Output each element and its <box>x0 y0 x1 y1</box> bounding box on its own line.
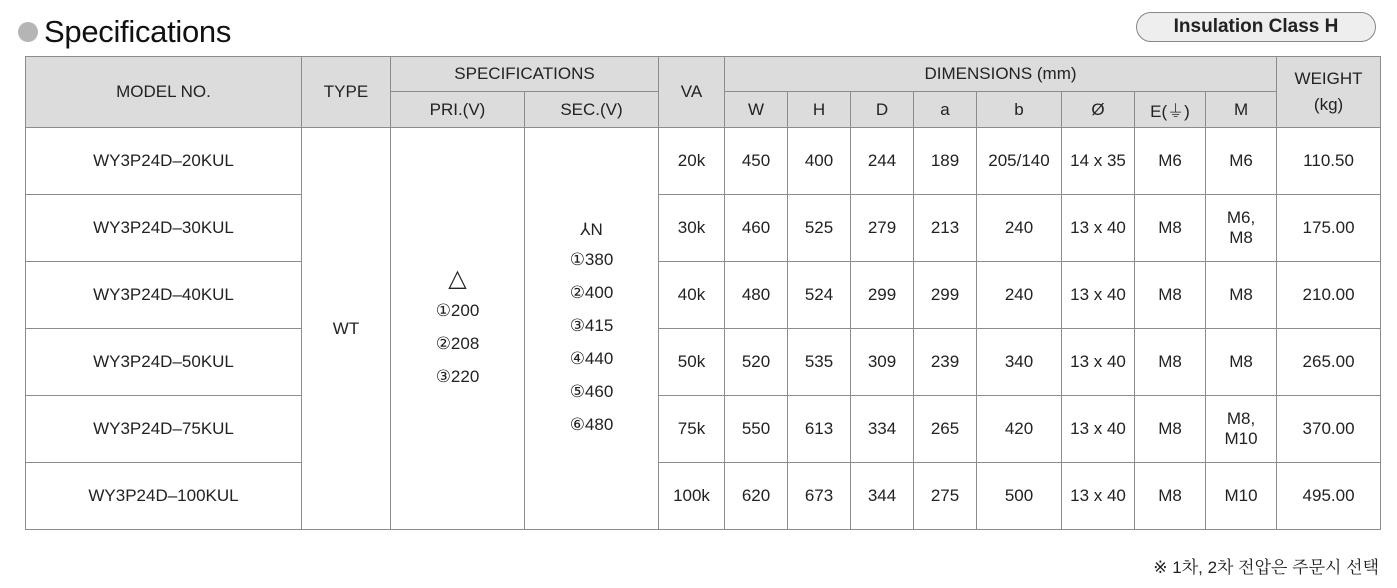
m-cell <box>1206 195 1277 262</box>
w-cell: 460 <box>725 195 788 262</box>
table-row <box>26 128 1381 195</box>
phi-cell: 13 x 40 <box>1062 329 1135 396</box>
header-dim-a: a <box>914 92 977 128</box>
e-cell: M6 <box>1135 128 1206 195</box>
h-cell: 673 <box>788 463 851 530</box>
section-header <box>18 14 231 50</box>
weight-cell: 210.00 <box>1277 262 1381 329</box>
m-cell <box>1206 128 1277 195</box>
header-specifications: SPECIFICATIONS <box>391 57 659 92</box>
header-dim-w: W <box>725 92 788 128</box>
d-cell: 309 <box>851 329 914 396</box>
model-cell: WY3P24D–20KUL <box>26 128 302 195</box>
page-title: Specifications <box>44 14 232 49</box>
model-cell: WY3P24D–40KUL <box>26 262 302 329</box>
m-line1: M8 <box>1229 352 1253 371</box>
header-dim-phi: Ø <box>1062 92 1135 128</box>
va-cell: 50k <box>659 329 725 396</box>
b-cell: 205/140 <box>977 128 1062 195</box>
model-cell: WY3P24D–75KUL <box>26 396 302 463</box>
phi-cell: 13 x 40 <box>1062 463 1135 530</box>
m-line2: M10 <box>1224 429 1258 448</box>
a-cell: 239 <box>914 329 977 396</box>
va-cell: 30k <box>659 195 725 262</box>
sec-value: ④440 <box>569 348 614 368</box>
bullet-icon <box>18 22 38 42</box>
d-cell: 279 <box>851 195 914 262</box>
a-cell: 189 <box>914 128 977 195</box>
header-va: VA <box>659 57 725 128</box>
header-dim-m: M <box>1206 92 1277 128</box>
d-cell: 244 <box>851 128 914 195</box>
table-row <box>26 262 1381 329</box>
weight-cell: 370.00 <box>1277 396 1381 463</box>
m-cell <box>1206 463 1277 530</box>
header-weight-line1: WEIGHT <box>1294 69 1363 88</box>
header-sec: SEC.(V) <box>525 92 659 128</box>
a-cell: 213 <box>914 195 977 262</box>
m-line1: M6, <box>1226 208 1256 227</box>
weight-cell: 495.00 <box>1277 463 1381 530</box>
m-line1: M8 <box>1229 285 1253 304</box>
va-cell: 20k <box>659 128 725 195</box>
table-row <box>26 396 1381 463</box>
e-cell: M8 <box>1135 329 1206 396</box>
insulation-class-badge: Insulation Class H <box>1136 12 1376 42</box>
m-cell <box>1206 396 1277 463</box>
pri-value: ②208 <box>435 334 480 353</box>
phi-cell: 13 x 40 <box>1062 195 1135 262</box>
e-cell: M8 <box>1135 262 1206 329</box>
w-cell: 480 <box>725 262 788 329</box>
model-cell: WY3P24D–50KUL <box>26 329 302 396</box>
header-pri: PRI.(V) <box>391 92 525 128</box>
h-cell: 524 <box>788 262 851 329</box>
footnote: ※ 1차, 2차 전압은 주문시 선택 <box>1153 558 1379 577</box>
header-dim-e: E(⏚) <box>1135 92 1206 128</box>
h-cell: 525 <box>788 195 851 262</box>
va-cell: 75k <box>659 396 725 463</box>
e-cell: M8 <box>1135 195 1206 262</box>
sec-voltage-cell <box>525 128 659 530</box>
m-cell <box>1206 329 1277 396</box>
a-cell: 299 <box>914 262 977 329</box>
header-dim-d: D <box>851 92 914 128</box>
sec-value: ③415 <box>569 315 614 335</box>
pri-value: ①200 <box>435 301 480 320</box>
h-cell: 613 <box>788 396 851 463</box>
phi-cell: 13 x 40 <box>1062 396 1135 463</box>
w-cell: 520 <box>725 329 788 396</box>
d-cell: 334 <box>851 396 914 463</box>
wye-neutral-icon: ⅄N <box>580 219 603 239</box>
w-cell: 550 <box>725 396 788 463</box>
h-cell: 400 <box>788 128 851 195</box>
m-cell <box>1206 262 1277 329</box>
b-cell: 420 <box>977 396 1062 463</box>
e-cell: M8 <box>1135 463 1206 530</box>
model-cell: WY3P24D–30KUL <box>26 195 302 262</box>
d-cell: 344 <box>851 463 914 530</box>
type-cell: WT <box>302 128 391 530</box>
b-cell: 240 <box>977 262 1062 329</box>
specifications-table <box>25 56 1381 530</box>
table-row <box>26 463 1381 530</box>
sec-value: ⑤460 <box>569 381 614 401</box>
table-row <box>26 329 1381 396</box>
w-cell: 450 <box>725 128 788 195</box>
weight-cell: 175.00 <box>1277 195 1381 262</box>
model-cell: WY3P24D–100KUL <box>26 463 302 530</box>
header-dimensions: DIMENSIONS (mm) <box>725 57 1277 92</box>
weight-cell: 265.00 <box>1277 329 1381 396</box>
header-weight <box>1277 57 1381 128</box>
pri-voltage-cell <box>391 128 525 530</box>
sec-value: ①380 <box>569 249 614 269</box>
m-line1: M6 <box>1229 151 1253 170</box>
sec-value: ②400 <box>569 282 614 302</box>
h-cell: 535 <box>788 329 851 396</box>
pri-value: ③220 <box>435 367 480 386</box>
a-cell: 275 <box>914 463 977 530</box>
delta-icon: △ <box>448 265 467 292</box>
header-model: MODEL NO. <box>26 57 302 128</box>
header-dim-h: H <box>788 92 851 128</box>
m-line1: M8, <box>1226 409 1256 428</box>
header-dim-b: b <box>977 92 1062 128</box>
a-cell: 265 <box>914 396 977 463</box>
b-cell: 340 <box>977 329 1062 396</box>
header-weight-line2: (kg) <box>1313 95 1344 114</box>
header-type: TYPE <box>302 57 391 128</box>
b-cell: 240 <box>977 195 1062 262</box>
phi-cell: 14 x 35 <box>1062 128 1135 195</box>
m-line2: M8 <box>1229 228 1253 247</box>
table-row <box>26 195 1381 262</box>
m-line1: M10 <box>1224 486 1258 505</box>
w-cell: 620 <box>725 463 788 530</box>
e-cell: M8 <box>1135 396 1206 463</box>
weight-cell: 110.50 <box>1277 128 1381 195</box>
va-cell: 40k <box>659 262 725 329</box>
sec-value: ⑥480 <box>569 414 614 434</box>
b-cell: 500 <box>977 463 1062 530</box>
d-cell: 299 <box>851 262 914 329</box>
va-cell: 100k <box>659 463 725 530</box>
phi-cell: 13 x 40 <box>1062 262 1135 329</box>
